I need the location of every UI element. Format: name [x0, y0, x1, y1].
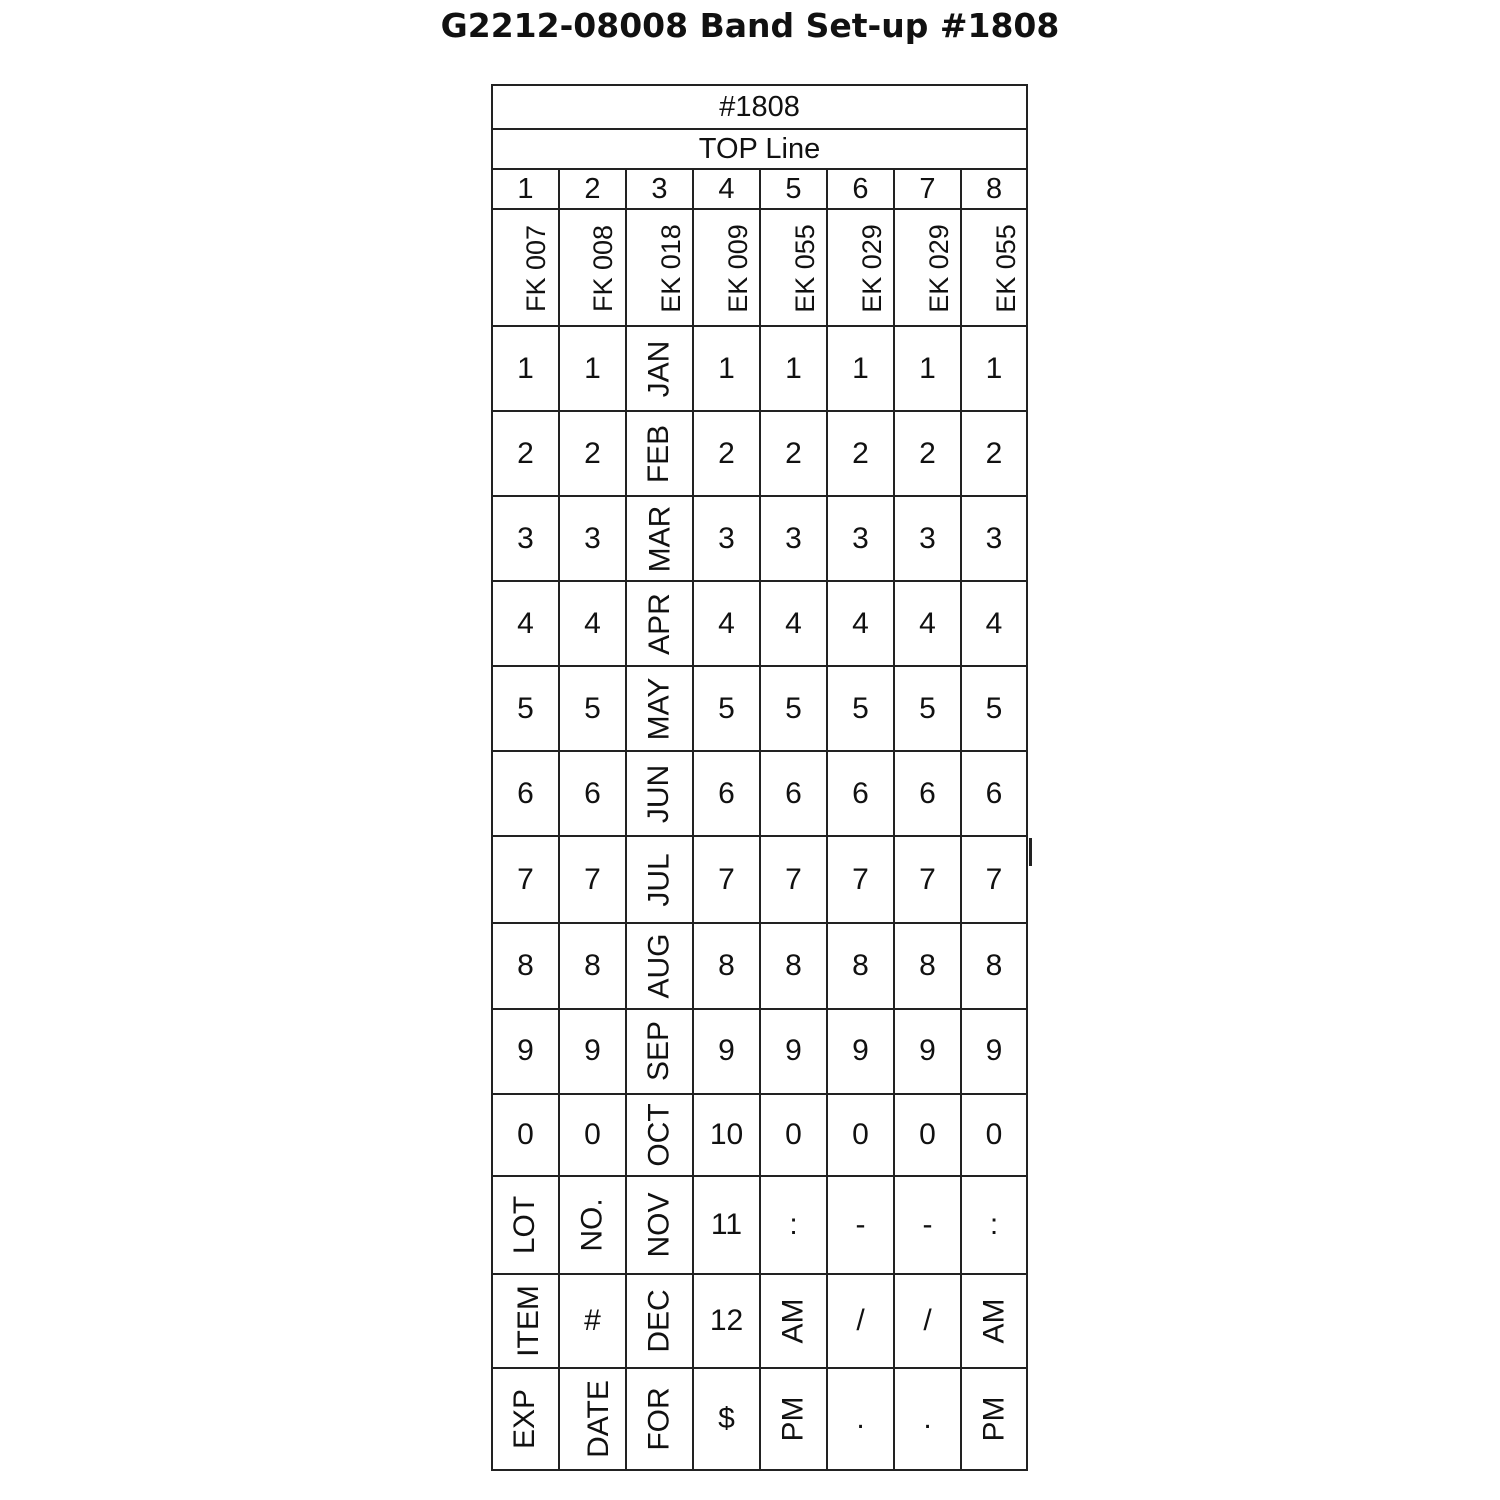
band-character-label: NOV [642, 1192, 676, 1258]
band-character-cell [626, 1274, 693, 1368]
band-character-cell [961, 1368, 1027, 1470]
band-character-label: MAR [643, 505, 677, 573]
band-character-cell: 4 [827, 581, 894, 666]
band-character-cell: 8 [961, 923, 1027, 1008]
band-character-cell [626, 1094, 693, 1176]
band-code-cell [961, 209, 1027, 326]
column-number: 5 [760, 169, 827, 209]
band-character-cell: $ [693, 1368, 760, 1470]
band-setup-table [491, 84, 1028, 1471]
band-code-label: EK 018 [655, 223, 686, 313]
band-character-cell: 5 [693, 666, 760, 751]
band-character-cell: 4 [760, 581, 827, 666]
band-character-cell: - [827, 1176, 894, 1274]
band-character-cell [492, 1274, 559, 1368]
table-row [492, 1274, 1027, 1368]
band-character-label: ITEM [511, 1284, 545, 1357]
band-character-label: LOT [508, 1195, 542, 1254]
band-character-cell: 1 [693, 326, 760, 411]
column-number: 8 [961, 169, 1027, 209]
top-line-header: TOP Line [492, 129, 1027, 169]
band-code-cell [559, 209, 626, 326]
band-character-cell: 3 [961, 496, 1027, 581]
band-character-cell: 1 [760, 326, 827, 411]
band-code-row [492, 209, 1027, 326]
band-character-cell: 9 [760, 1009, 827, 1094]
band-character-cell [626, 1009, 693, 1094]
band-character-cell: 9 [693, 1009, 760, 1094]
band-character-cell: 9 [827, 1009, 894, 1094]
band-character-cell: 6 [492, 751, 559, 836]
band-character-cell: 6 [559, 751, 626, 836]
band-code-label: EK 055 [789, 223, 820, 313]
band-character-cell: 4 [894, 581, 961, 666]
band-character-cell: 6 [961, 751, 1027, 836]
band-character-cell [626, 666, 693, 751]
band-character-label: APR [642, 592, 676, 655]
column-number: 6 [827, 169, 894, 209]
band-character-cell [492, 1368, 559, 1470]
band-code-cell [693, 209, 760, 326]
band-character-label: JUN [642, 764, 676, 824]
band-character-cell [961, 1274, 1027, 1368]
band-character-cell [626, 923, 693, 1008]
band-character-cell: 1 [827, 326, 894, 411]
band-number-header: #1808 [492, 85, 1027, 129]
band-character-cell: # [559, 1274, 626, 1368]
band-character-cell: 7 [693, 836, 760, 923]
band-character-cell: 9 [961, 1009, 1027, 1094]
column-number: 7 [894, 169, 961, 209]
band-character-label: PM [977, 1396, 1011, 1442]
band-character-cell: 1 [894, 326, 961, 411]
table-row [492, 923, 1027, 1008]
band-character-cell: 5 [961, 666, 1027, 751]
band-character-cell: 2 [559, 411, 626, 496]
band-character-label: DATE [581, 1379, 615, 1458]
band-character-label: NO. [575, 1197, 609, 1252]
band-character-cell: 2 [492, 411, 559, 496]
band-character-cell: 3 [760, 496, 827, 581]
band-character-cell: 7 [492, 836, 559, 923]
band-character-cell: 7 [559, 836, 626, 923]
band-character-cell: 11 [693, 1176, 760, 1274]
band-character-label: OCT [642, 1102, 676, 1167]
band-character-cell: 8 [827, 923, 894, 1008]
band-character-label: AM [977, 1298, 1011, 1344]
band-character-cell: 2 [827, 411, 894, 496]
band-character-cell [626, 836, 693, 923]
table-row [492, 1368, 1027, 1470]
table-row [492, 496, 1027, 581]
band-character-cell: 4 [492, 581, 559, 666]
band-character-cell: 3 [559, 496, 626, 581]
band-character-cell [626, 751, 693, 836]
band-character-cell: 7 [827, 836, 894, 923]
table-row [492, 1009, 1027, 1094]
band-character-cell: 0 [827, 1094, 894, 1176]
band-character-cell: . [827, 1368, 894, 1470]
band-character-cell: 5 [559, 666, 626, 751]
band-character-cell: 3 [894, 496, 961, 581]
band-character-cell [559, 1176, 626, 1274]
column-number: 3 [626, 169, 693, 209]
band-code-label: FK 007 [521, 224, 552, 312]
band-character-cell [626, 581, 693, 666]
band-character-cell: 3 [492, 496, 559, 581]
band-character-cell [626, 1368, 693, 1470]
band-character-cell: 10 [693, 1094, 760, 1176]
column-number-row [492, 169, 1027, 209]
table-row [492, 836, 1027, 923]
band-character-label: MAY [642, 677, 676, 741]
band-character-label: FOR [642, 1387, 676, 1451]
band-character-cell: 2 [961, 411, 1027, 496]
band-character-cell: 0 [961, 1094, 1027, 1176]
band-character-cell: 4 [559, 581, 626, 666]
band-character-label: JUL [642, 853, 676, 907]
table-row [492, 1176, 1027, 1274]
band-character-cell: 6 [894, 751, 961, 836]
band-character-cell: 7 [961, 836, 1027, 923]
band-character-cell [626, 1176, 693, 1274]
band-character-cell: 4 [961, 581, 1027, 666]
band-character-label: AM [776, 1298, 810, 1344]
band-character-cell: : [961, 1176, 1027, 1274]
band-character-cell: 9 [894, 1009, 961, 1094]
band-character-cell: 5 [760, 666, 827, 751]
table-row [492, 666, 1027, 751]
table-row [492, 581, 1027, 666]
band-character-label: AUG [642, 933, 676, 999]
band-code-label: EK 029 [923, 223, 954, 313]
band-character-cell: 2 [894, 411, 961, 496]
band-character-cell [626, 496, 693, 581]
band-character-cell: 8 [693, 923, 760, 1008]
band-character-cell: 2 [693, 411, 760, 496]
table-row [492, 411, 1027, 496]
band-character-cell: 8 [492, 923, 559, 1008]
table-row [492, 326, 1027, 411]
band-code-label: FK 008 [588, 224, 619, 312]
text-cursor [1029, 838, 1032, 866]
band-character-label: DEC [642, 1289, 676, 1353]
band-character-cell: 0 [894, 1094, 961, 1176]
table-subheader-row [492, 129, 1027, 169]
band-code-cell [894, 209, 961, 326]
band-character-cell: 12 [693, 1274, 760, 1368]
band-character-cell: 0 [492, 1094, 559, 1176]
band-code-label: EK 009 [722, 223, 753, 313]
band-character-cell: . [894, 1368, 961, 1470]
band-character-cell: 0 [559, 1094, 626, 1176]
band-character-cell: 8 [559, 923, 626, 1008]
band-character-cell [492, 1176, 559, 1274]
band-character-cell: 5 [492, 666, 559, 751]
band-code-cell [827, 209, 894, 326]
band-character-cell: 0 [760, 1094, 827, 1176]
band-character-cell [760, 1368, 827, 1470]
column-number: 2 [559, 169, 626, 209]
band-character-label: FEB [642, 424, 676, 483]
table-row [492, 751, 1027, 836]
band-character-cell: 6 [693, 751, 760, 836]
band-character-label: EXP [508, 1388, 542, 1449]
band-character-cell [626, 411, 693, 496]
band-code-cell [492, 209, 559, 326]
band-character-label: JAN [642, 340, 676, 397]
band-character-cell [559, 1368, 626, 1470]
band-character-cell: - [894, 1176, 961, 1274]
band-character-cell: 5 [827, 666, 894, 751]
band-code-label: EK 055 [990, 223, 1021, 313]
band-character-cell: / [894, 1274, 961, 1368]
band-character-label: SEP [642, 1021, 676, 1082]
band-character-cell: 6 [760, 751, 827, 836]
band-character-label: PM [776, 1396, 810, 1442]
band-character-cell: 7 [760, 836, 827, 923]
band-code-cell [626, 209, 693, 326]
band-character-cell: 1 [492, 326, 559, 411]
band-character-cell [626, 326, 693, 411]
band-character-cell: 3 [693, 496, 760, 581]
band-character-cell: 3 [827, 496, 894, 581]
column-number: 4 [693, 169, 760, 209]
table-header-row [492, 85, 1027, 129]
page-title: G2212-08008 Band Set-up #1808 [440, 6, 1060, 45]
band-character-cell: 2 [760, 411, 827, 496]
band-character-cell [760, 1274, 827, 1368]
band-character-cell: 4 [693, 581, 760, 666]
band-character-cell: 7 [894, 836, 961, 923]
band-character-cell: 5 [894, 666, 961, 751]
band-character-cell: 6 [827, 751, 894, 836]
band-character-cell: 8 [894, 923, 961, 1008]
band-character-cell: 9 [492, 1009, 559, 1094]
band-character-cell: 1 [961, 326, 1027, 411]
band-character-cell: / [827, 1274, 894, 1368]
band-character-cell: 9 [559, 1009, 626, 1094]
band-character-cell: : [760, 1176, 827, 1274]
band-character-cell: 8 [760, 923, 827, 1008]
band-character-cell: 1 [559, 326, 626, 411]
band-code-cell [760, 209, 827, 326]
table-row [492, 1094, 1027, 1176]
band-code-label: EK 029 [856, 223, 887, 313]
column-number: 1 [492, 169, 559, 209]
